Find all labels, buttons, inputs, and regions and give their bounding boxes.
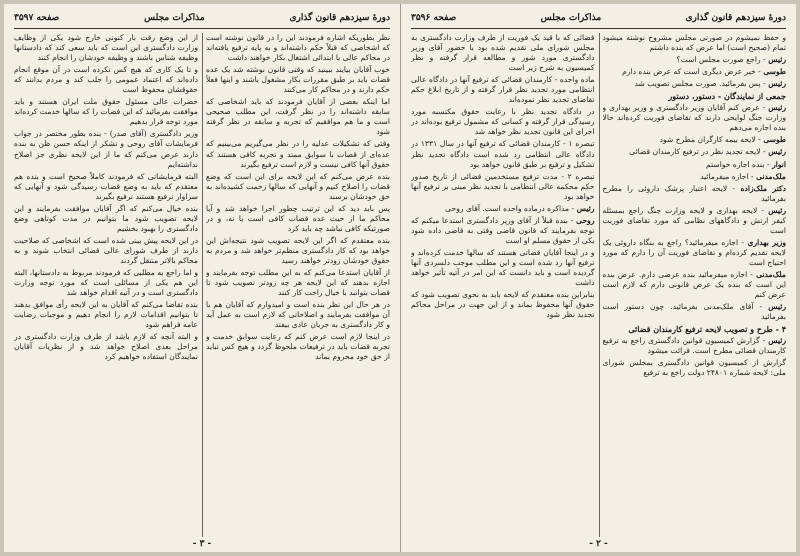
paragraph: تبصره ۲ - مدت ترفیع مستخدمین قضائی از تاریخ صدور حکم محکمه عالی انتظامی با تجدید نظر مبنی بر ترفیع آنها خواهد بود <box>411 171 595 201</box>
speech-text: - خیر عرض دیگری است که عرض بنده دارم <box>622 67 761 77</box>
paragraph: در این لایحه پیش بینی شده است که اشخاصی که صلاحیت دارند از طرف شورای عالی قضائی انتخاب شوند و به محاکم بالاتر منتقل گردند <box>14 235 198 265</box>
paragraph: در دادگاه تجدید نظر با رعایت حقوق مکتسبه مورد رسیدگی قرار گرفته و کسانی که مشمول ترفیع بوده‌اند در اجرای این قانون تجدید نظر خواهد شد <box>411 107 595 137</box>
speech-paragraph <box>603 302 787 322</box>
speech-text: - لایحه تجدید نظر در ترفیع کارمندان قضائی <box>629 147 766 157</box>
footer-page-number: - ۲ - <box>589 539 608 549</box>
paragraph: وقتی که تشکیلات عدلیه را در نظر می‌گیریم می‌بینیم که عده‌ای از قضات با سوابق ممتد و تجربه کافی هستند که حقوق آنها کافی نیست و لازم است ترفیع بگیرند <box>206 139 390 169</box>
speech-paragraph <box>603 270 787 300</box>
speech-paragraph <box>411 216 595 246</box>
speech-paragraph <box>603 103 787 133</box>
speech-text: - بنده قبلاً از آقای وزیر دادگستری استدعا میکنم که توجه بفرمایند که قانون قاضی وقتی به قاضی داده شود یکی از حقوق مسلم او است <box>411 215 595 245</box>
text-column-right <box>206 33 390 537</box>
paragraph: تبصره ۱ - کارمندان قضائی که ترفیع آنها در سال ۱۳۳۱ در دادگاه عالی انتظامی رد شده است دادگاه تجدید نظر تشکیل و ترفیع بر طبق قانون خواهد بود <box>411 139 595 169</box>
paragraph: بنده معتقدم که اگر این لایحه تصویب شود نتیجه‌اش این خواهد بود که کار دادگستری منظم‌تر خواهد شد و مردم به حقوق خودشان زودتر خواهند رسید <box>206 235 390 265</box>
paragraph: نظر بطوریکه اشاره فرمودند این را در قانون نوشته است که اشخاصی که قبلاً حکم داشته‌اند و به پایه ترفیع یافته‌اند در محاکم عالی یا ابتدائی اشتغال بکار خواهند داشت <box>206 33 390 63</box>
speech-paragraph <box>603 135 787 145</box>
right-page-header <box>411 10 786 29</box>
text-column-left <box>411 33 595 537</box>
speech-paragraph <box>603 67 787 77</box>
paragraph: در اینجا لازم است عرض کنم که رعایت سوابق خدمت و تجربه قضات باید در ترفیعات ملحوظ گردد و هیچ کس نباید از حق خود محروم بماند <box>206 332 390 362</box>
speech-text: - بنده اجازه خواستم <box>706 159 770 169</box>
paragraph: گزارش از کمیسیون قوانین دادگستری بمجلس شورای ملی: لایحه شماره ۲۴۸۰۱ دولت راجع به ترفیع <box>602 358 786 378</box>
document-spread <box>4 4 796 552</box>
speaker-name: ملک‌مدنی <box>752 269 786 279</box>
speech-paragraph <box>603 206 787 236</box>
text-column-right <box>603 33 787 537</box>
speech-paragraph <box>603 55 787 65</box>
speaker-name: رئیس <box>765 147 786 157</box>
left-page-header <box>14 10 390 29</box>
paragraph: و تا یک کاری که هیچ کس نکرده است در آن موقع انجام داده‌اند که اعتماد عمومی را جلب کند و مردم بدانند که حقوقشان محفوظ است <box>14 65 198 95</box>
text-column-left <box>14 33 198 537</box>
speaker-name: رئیس <box>765 55 786 65</box>
speaker-name: رئیس <box>765 336 786 346</box>
paragraph: بنده عرض می‌کنم که این لایحه برای این است که وضع قضات را اصلاح کنیم و آنهایی که سالها زحمت کشیده‌اند به حق خودشان برسند <box>206 171 390 201</box>
column-divider <box>202 33 203 537</box>
section-title: جمعی از نمایندگان - دستور، دستور <box>668 91 786 102</box>
paragraph: و اما راجع به مطلبی که فرمودند مربوط به دادستانها، البته این هم یکی از مسائلی است که مورد توجه وزارت دادگستری است و در آتیه اقدام خواهد شد <box>14 268 198 298</box>
paragraph: و حفظ نمیشوم در صورتی مجلس مشروح نوشته میشود تمام (صحیح است) اما عرض که بنده داشتم <box>602 33 786 53</box>
speaker-name: رئیس <box>765 79 786 89</box>
speaker-name: روحی <box>573 215 595 225</box>
paragraph: البته فرمایشاتی که فرمودند کاملاً صحیح است و بنده هم معتقدم که باید به وضع قضات رسیدگی شود و آنهایی که سزاوار ترفیع هستند ترفیع بگیرند <box>14 171 198 201</box>
speech-text: - عرض کنم آقایان وزیر دادگستری و وزیر بهداری و وزارت جنگ لوایحی دارند که تقاضای فوریت کرده‌اند حالا بنده اجازه می‌دهم <box>602 103 786 133</box>
speaker-name: طوسی <box>760 135 786 145</box>
paragraph: اما اینکه بعضی از آقایان فرمودند که باید اشخاصی که سابقه داشته‌اند را در نظر گرفت، این مطلب صحیحی است و ما هم موافقیم که تجربه و سابقه در نظر گرفته شود <box>206 97 390 137</box>
paragraph: بنده تقاضا می‌کنم که آقایان به این لایحه رأی موافق بدهند تا بتوانیم اقدامات لازم را انجام دهیم و موجبات رضایت عامه فراهم شود <box>14 300 198 330</box>
paragraph: بنابراین بنده معتقدم که لایحه باید به نحوی تصویب شود که حقوق آنها محفوظ بماند و از این جهت در مراحل محاکم تجدید نظر شود <box>411 290 595 320</box>
speaker-name: انوار <box>769 159 786 169</box>
speech-text: - مذاکره درماده واحده است. آقای روحی <box>445 203 575 213</box>
left-page <box>4 4 400 552</box>
speaker-name: دکتر ملک‌زاده <box>735 183 786 193</box>
speech-paragraph <box>603 79 787 89</box>
column-divider <box>599 33 600 537</box>
speaker-name: رئیس <box>574 203 595 213</box>
paragraph: از آقایان استدعا می‌کنم که به این مطلب توجه بفرمایند و اجازه بدهند که این لایحه هر چه زودتر تصویب شود تا قضات بتوانند با خیال راحت کار کنند <box>206 268 390 298</box>
speaker-name: رئیس <box>763 205 786 215</box>
paragraph: و البته آنچه که لازم باشد از طرف وزارت دادگستری در مراحل بعدی اصلاح خواهد شد و از نظریات آقایان نمایندگان استفاده خواهیم کرد <box>14 332 198 362</box>
speech-paragraph <box>603 172 787 182</box>
speech-paragraph <box>603 184 787 204</box>
paragraph: و در اینجا آقایان قضاتی هستند که سالها خدمت کرده‌اند و ترفیع آنها رد شده است و این مطلب موجب دلسردی آنها گردیده است و باید دانست که این امر در آتیه تأثیر خواهد داشت <box>411 247 595 288</box>
header-page-number: صفحه ۳۵۹۷ <box>14 13 60 23</box>
speech-paragraph <box>603 160 787 170</box>
paragraph: بنده خیال می‌کنم که اگر آقایان موافقت بفرمایند و این لایحه تصویب شود ما بتوانیم در مدت کوتاهی وضع دادگستری را بهبود بخشیم <box>14 203 198 233</box>
speaker-name: طوسی <box>760 67 786 77</box>
speech-text: - گزارش کمیسیون قوانین دادگستری راجع به ترفیع کارمندان قضائی مطرح است. قرائت میشود <box>602 336 786 356</box>
speech-paragraph <box>603 238 787 268</box>
speech-paragraph <box>603 147 787 157</box>
header-session: دورهٔ سیزدهم قانون گذاری <box>685 13 786 23</box>
paragraph: وزیر دادگستری (آقای صدر) - بنده بطور مختصر در جواب فرمایشات آقای روحی و تشکر از اینکه حسن ظن به بنده دارند عرض می‌کنم که ما از این لایحه نظری جز اصلاح نداشته‌ایم <box>14 129 198 169</box>
paragraph: از این وضع رقت بار کنونی خارج شود یکی از وظایف وزارت دادگستری این است که باید سعی کند که دادستانها وظیفه شناس باشند و وظیفه خودشان را انجام کنند <box>14 33 198 63</box>
header-page-number: صفحه ۳۵۹۶ <box>411 13 457 23</box>
paragraph: پس باید دید که این ترتیب چطور اجرا خواهد شد و آیا محاکم ما از حیث عده قضات کافی است یا نه، و در صورتیکه کافی نباشد چه باید کرد <box>206 203 390 233</box>
paragraph: خوب آقایان بیایند ببینید که وقتی قانون نوشته شد یک عده قضات باید بر طبق مقررات بکار مشغول باشند و اینها فعلاً حکم دارند و در محاکم کار می‌کنند <box>206 65 390 95</box>
speaker-name: وزیر بهداری <box>743 237 786 247</box>
speech-text: - پس بفرمائید. صورت مجلس تصویب شد <box>634 79 766 89</box>
paragraph: قضائی که با قید یک فوریت از طرف وزارت دادگستری به مجلس شورای ملی تقدیم شده بود با حضور آقای وزیر دادگستری مورد شور و مطالعه قرار گرفته و نظر کمیسیون به شرح زیر است <box>411 33 595 73</box>
section-title: ۴ - طرح و تصویب لایحه ترفیع کارمندان قضائی <box>628 324 786 335</box>
speech-text: - اجازه میفرمائید <box>700 171 754 181</box>
speech-text: - لایحه بهداری و لایحه وزارت جنگ راجع بمسئله کیفر ارتش و دادگاههای نظامی که مورد تقاضای فوریت است <box>602 205 786 235</box>
paragraph: ماده واحده - کارمندان قضائی که ترفیع آنها در دادگاه عالی انتظامی مورد تجدید نظر قرار گرفته و از تاریخ ابلاغ حکم تقاضای تجدید نظر نموده‌اند <box>411 75 595 105</box>
header-title: مذاکرات مجلس <box>540 13 602 23</box>
paragraph: حضرات عالی مسئول حقوق ملت ایران هستند و باید موافقت بفرمائید که این قضات را که سالها خدمت کرده‌اند مورد توجه قرار بدهیم <box>14 97 198 127</box>
header-session: دورهٔ سیزدهم قانون گذاری <box>289 13 390 23</box>
speech-text: - لایحه اعتبار پزشک داروئی را مطرح بفرمائید <box>602 183 786 203</box>
footer-page-number: - ۳ - <box>192 539 212 549</box>
speech-text: - اجازه میفرمائید بنده عرضی دارم. عرض بنده این است که بنده یک عرض قانونی دارم که لازم است عرض کنم <box>602 269 786 300</box>
speech-paragraph <box>411 204 595 214</box>
speech-text: - راجع صورت مجلس است؟ <box>676 55 766 65</box>
speaker-name: ملک‌مدنی <box>753 171 786 181</box>
speaker-name: رئیس <box>762 302 786 312</box>
speech-text: - لایحه بیمه کارگران مطرح شود <box>659 135 761 145</box>
header-title: مذاکرات مجلس <box>144 13 205 23</box>
right-page <box>400 4 796 552</box>
speech-paragraph <box>603 336 787 356</box>
speaker-name: رئیس <box>765 103 786 113</box>
paragraph: در هر حال این نظر بنده است و امیدوارم که آقایان هم با آن موافقت بفرمایند و اصلاحاتی که لازم است به عمل آید و کار دادگستری به جریان عادی بیفتد <box>206 300 390 330</box>
speech-text: - اجازه میفرمائید؟ راجع به بنگاه داروئی یک لایحه تقدیم کرده‌ام و تقاضای فوریت آن را دارم که مورد احتیاج است <box>602 237 786 267</box>
speech-text: - آقای ملک‌مدنی بفرمائید. چون دستور است بفرمائید <box>602 302 786 322</box>
